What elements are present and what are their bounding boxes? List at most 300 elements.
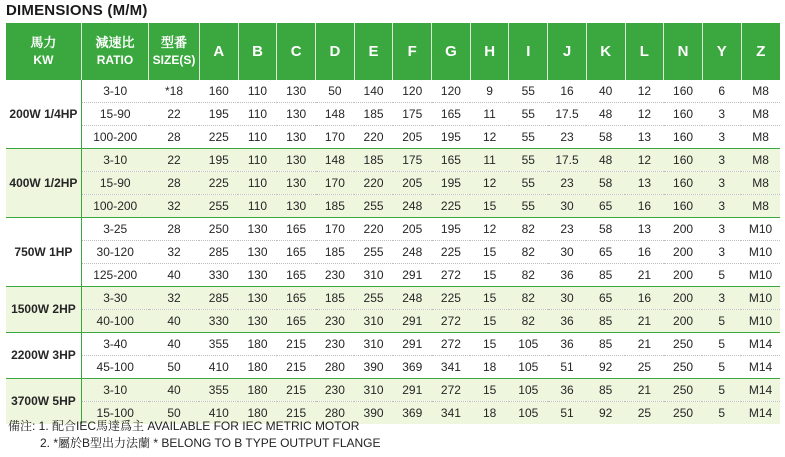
dim-cell-h: 15 [482,268,497,282]
header-col-f: F [393,23,432,80]
dim-cell-i: 82 [509,241,548,264]
ratio-cell: 15-90 [81,103,148,126]
dim-cell-n: 250 [664,333,703,356]
dim-cell-e: 390 [354,402,393,425]
size-cell: 50 [149,402,200,425]
dim-cell-i: 105 [509,379,548,402]
dim-cell-f: 205 [402,130,423,144]
dim-cell-z: M14 [741,402,780,425]
dim-cell-l: 21 [637,268,652,282]
motor-power-label: 3700W 5HP [11,394,76,408]
dim-cell-f: 120 [393,80,432,103]
dim-cell-c: 130 [277,103,316,126]
dim-cell-f: 291 [393,379,432,402]
header-ratio [81,23,148,80]
dim-cell-h: 12 [470,172,509,195]
dim-cell-b: 110 [238,80,277,103]
motor-power-label: 750W 1HP [14,244,73,259]
dim-cell-y: 5 [702,333,741,356]
dim-cell-b: 130 [238,287,277,310]
table-row [6,333,780,356]
header-col-h: H [470,23,509,80]
dim-cell-f: 291 [393,310,432,333]
dim-cell-j: 30 [548,287,587,310]
dim-cell-c: 165 [277,287,316,310]
dim-cell-y: 3 [702,287,741,310]
dim-cell-f: 248 [393,195,432,218]
dim-cell-j: 30 [548,241,587,264]
dim-cell-a: 285 [199,287,238,310]
dim-cell-f: 248 [393,241,432,264]
dim-cell-e: 390 [363,360,384,374]
dim-cell-l: 13 [625,172,664,195]
dim-cell-e: 185 [354,103,393,126]
dim-cell-k: 48 [586,149,625,172]
dim-cell-i: 55 [509,80,548,103]
dim-cell-a: 195 [199,149,238,172]
dim-cell-l: 12 [625,80,664,103]
ratio-cell: 45-100 [96,360,134,374]
dim-cell-n: 200 [673,268,694,282]
dim-cell-h: 15 [470,195,509,218]
dim-cell-a: 410 [208,360,229,374]
dim-cell-y: 3 [702,172,741,195]
ratio-cell: 3-30 [81,287,148,310]
dim-cell-e: 220 [354,218,393,241]
dim-cell-n: 160 [664,103,703,126]
dim-cell-i: 55 [509,103,548,126]
dim-cell-d: 185 [316,241,355,264]
motor-power-label: 1500W 2HP [11,302,76,316]
size-cell: 28 [167,130,181,144]
ratio-cell: 3-10 [81,80,148,103]
dim-cell-a: 355 [199,379,238,402]
header-col-c: C [277,23,316,80]
dim-cell-i: 82 [509,218,548,241]
table-row [6,310,780,333]
motor-power-cell [6,287,81,333]
dim-cell-d: 280 [316,402,355,425]
dim-cell-d: 185 [316,195,355,218]
dim-cell-h: 11 [470,149,509,172]
dim-cell-l: 16 [625,241,664,264]
table-row [6,126,780,149]
dim-cell-e: 310 [363,268,384,282]
dim-cell-h: 11 [470,103,509,126]
table-row [6,80,780,103]
dim-cell-k: 48 [586,103,625,126]
table-row [6,103,780,126]
dim-cell-e: 310 [354,310,393,333]
header-col-d: D [316,23,355,80]
dim-cell-g: 341 [440,360,461,374]
dim-cell-l: 25 [637,360,652,374]
dim-cell-y: 3 [702,149,741,172]
dim-cell-g: 272 [432,333,471,356]
header-col-a: A [199,23,238,80]
size-cell: 32 [149,195,200,218]
dim-cell-l: 21 [625,333,664,356]
dim-cell-b: 180 [238,333,277,356]
dim-cell-z: M10 [741,310,780,333]
size-cell: 22 [149,149,200,172]
note-1: 備注: 1. 配合IEC馬達爲主 AVAILABLE FOR IEC METRIC MOTOR [8,419,360,433]
dim-cell-a: 195 [199,103,238,126]
ratio-cell: 100-200 [81,195,148,218]
dim-cell-k: 65 [586,287,625,310]
dim-cell-z: M8 [752,130,769,144]
motor-power-cell [6,333,81,379]
dim-cell-j: 16 [548,80,587,103]
dim-cell-d: 230 [324,268,345,282]
dim-cell-h: 12 [482,130,497,144]
ratio-cell: 125-200 [93,268,138,282]
dim-cell-c: 130 [286,130,307,144]
dim-cell-e: 140 [354,80,393,103]
dim-cell-d: 148 [316,149,355,172]
dim-cell-a: 330 [199,310,238,333]
size-cell: *18 [149,80,200,103]
dim-cell-c: 130 [277,195,316,218]
dim-cell-i: 82 [509,310,548,333]
dim-cell-a: 160 [199,80,238,103]
size-cell: 28 [149,172,200,195]
dim-cell-c: 165 [277,218,316,241]
dim-cell-g: 225 [432,241,471,264]
dim-cell-h: 15 [470,241,509,264]
dim-cell-e: 220 [354,172,393,195]
dim-cell-j: 23 [548,172,587,195]
dim-cell-e: 310 [354,333,393,356]
motor-power-label: 200W 1/4HP [9,106,78,121]
header-ratio-zh: 減速比 [95,34,135,50]
dim-cell-y: 3 [702,218,741,241]
size-cell: 40 [149,310,200,333]
header-ratio-en: RATIO [96,52,134,67]
header-col-b: B [238,23,277,80]
dim-cell-c: 215 [277,333,316,356]
dim-cell-y: 5 [702,310,741,333]
table-row [6,218,780,241]
dim-cell-e: 255 [354,241,393,264]
header-col-l: L [625,23,664,80]
dim-cell-l: 12 [625,103,664,126]
ratio-cell: 40-100 [81,310,148,333]
dim-cell-i: 105 [518,360,539,374]
dim-cell-z: M10 [748,268,773,282]
dim-cell-j: 51 [560,360,574,374]
ratio-cell: 3-10 [81,149,148,172]
dim-cell-k: 92 [586,402,625,425]
dim-cell-y: 5 [702,379,741,402]
table-body [6,80,780,425]
dim-cell-z: M8 [741,103,780,126]
dim-cell-y: 5 [718,268,726,282]
dim-cell-g: 165 [432,149,471,172]
ratio-cell: 30-120 [81,241,148,264]
dim-cell-d: 148 [316,103,355,126]
dim-cell-k: 58 [599,130,613,144]
dim-cell-d: 170 [324,130,345,144]
dim-cell-j: 17.5 [548,149,587,172]
dim-cell-l: 13 [625,218,664,241]
dim-cell-j: 36 [548,310,587,333]
dim-cell-b: 110 [238,172,277,195]
dim-cell-d: 230 [316,379,355,402]
table-row [6,149,780,172]
header-power-zh: 馬力 [30,34,57,50]
dim-cell-b: 110 [238,195,277,218]
dim-cell-c: 215 [277,379,316,402]
dim-cell-i: 55 [521,130,535,144]
dim-cell-l: 16 [625,195,664,218]
dim-cell-b: 130 [238,241,277,264]
dimensions-table [6,23,780,424]
dim-cell-z: M8 [741,195,780,218]
ratio-cell: 3-40 [81,333,148,356]
dim-cell-e: 255 [354,195,393,218]
header-size-zh: 型番 [161,34,188,50]
dim-cell-b: 130 [238,310,277,333]
dim-cell-c: 130 [277,172,316,195]
dim-cell-a: 225 [199,172,238,195]
dim-cell-c: 165 [277,310,316,333]
dim-cell-z: M8 [741,80,780,103]
ratio-cell: 15-90 [81,172,148,195]
dim-cell-k: 58 [586,218,625,241]
header-col-n: N [664,23,703,80]
header-col-g: G [432,23,471,80]
header-row [6,23,780,80]
dim-cell-f: 369 [393,402,432,425]
dim-cell-y: 6 [702,80,741,103]
dim-cell-b: 130 [238,218,277,241]
notes [8,418,381,452]
dim-cell-e: 220 [363,130,384,144]
dim-cell-d: 280 [324,360,345,374]
dim-cell-b: 110 [238,103,277,126]
dim-cell-g: 120 [432,80,471,103]
dim-cell-j: 51 [548,402,587,425]
dim-cell-g: 225 [432,195,471,218]
dim-cell-b: 180 [238,379,277,402]
dim-cell-k: 85 [599,268,613,282]
dim-cell-n: 160 [673,130,694,144]
dim-cell-n: 160 [664,80,703,103]
dim-cell-g: 272 [440,268,461,282]
dim-cell-j: 36 [548,333,587,356]
dim-cell-g: 195 [432,218,471,241]
dim-cell-c: 165 [277,241,316,264]
dim-cell-y: 5 [702,402,741,425]
dim-cell-i: 55 [509,149,548,172]
dim-cell-k: 92 [599,360,613,374]
dim-cell-l: 25 [625,402,664,425]
dim-cell-b: 180 [238,402,277,425]
dim-cell-l: 13 [637,130,652,144]
dim-cell-d: 185 [316,287,355,310]
dim-cell-g: 195 [440,130,461,144]
dim-cell-z: M8 [741,172,780,195]
dim-cell-j: 36 [548,379,587,402]
header-size [149,23,200,80]
dim-cell-i: 105 [509,402,548,425]
dim-cell-n: 200 [664,310,703,333]
dim-cell-a: 410 [199,402,238,425]
dim-cell-h: 9 [470,80,509,103]
dim-cell-b: 110 [247,130,268,144]
dim-cell-c: 215 [286,360,307,374]
table-row [6,172,780,195]
dim-cell-b: 130 [247,268,268,282]
table-row [6,264,780,287]
ratio-cell: 15-100 [81,402,148,425]
dim-cell-c: 130 [277,80,316,103]
dim-cell-j: 36 [560,268,574,282]
dim-cell-f: 291 [402,268,423,282]
dim-cell-l: 12 [625,149,664,172]
dim-cell-e: 310 [354,379,393,402]
dim-cell-f: 205 [393,218,432,241]
dim-cell-i: 82 [509,287,548,310]
dim-cell-n: 200 [664,287,703,310]
dim-cell-h: 15 [470,379,509,402]
dim-cell-k: 85 [586,379,625,402]
header-col-j: J [548,23,587,80]
dim-cell-c: 130 [277,149,316,172]
header-col-y: Y [702,23,741,80]
dim-cell-e: 255 [354,287,393,310]
dim-cell-k: 58 [586,172,625,195]
dim-cell-z: M14 [748,360,773,374]
dim-cell-k: 40 [586,80,625,103]
dim-cell-g: 272 [432,310,471,333]
dim-cell-h: 15 [470,333,509,356]
dim-cell-n: 200 [664,241,703,264]
dim-cell-z: M14 [741,379,780,402]
dim-cell-g: 165 [432,103,471,126]
dim-cell-z: M10 [741,218,780,241]
dim-cell-k: 85 [586,333,625,356]
dim-cell-n: 200 [664,218,703,241]
dim-cell-y: 3 [718,130,726,144]
dim-cell-e: 185 [354,149,393,172]
table-row [6,379,780,402]
size-cell: 40 [149,379,200,402]
ratio-cell: 100-200 [93,130,138,144]
dim-cell-f: 205 [393,172,432,195]
table-row [6,287,780,310]
motor-power-label: 2200W 3HP [11,348,76,362]
dim-cell-d: 170 [316,218,355,241]
dim-cell-g: 341 [432,402,471,425]
motor-power-label: 400W 1/2HP [9,175,78,190]
header-col-k: K [586,23,625,80]
dim-cell-d: 170 [316,172,355,195]
dim-cell-j: 23 [548,218,587,241]
header-power-en: KW [33,52,54,67]
dim-cell-n: 160 [664,149,703,172]
dim-cell-z: M8 [741,149,780,172]
dim-cell-c: 215 [277,402,316,425]
dim-cell-a: 255 [199,195,238,218]
dim-cell-h: 12 [470,218,509,241]
dim-cell-z: M14 [741,333,780,356]
dim-cell-f: 248 [393,287,432,310]
motor-power-cell [6,149,81,218]
dim-cell-y: 3 [702,241,741,264]
dim-cell-g: 272 [432,379,471,402]
dim-cell-j: 23 [560,130,574,144]
dim-cell-i: 105 [509,333,548,356]
table-row [6,195,780,218]
size-cell: 50 [167,360,181,374]
dim-cell-a: 285 [199,241,238,264]
dim-cell-h: 15 [470,310,509,333]
table-row [6,241,780,264]
dim-cell-n: 250 [664,402,703,425]
dim-cell-j: 17.5 [548,103,587,126]
table-row [6,356,780,379]
size-cell: 28 [149,218,200,241]
dim-cell-n: 250 [664,379,703,402]
size-cell: 22 [149,103,200,126]
ratio-cell: 3-25 [81,218,148,241]
size-cell: 40 [149,333,200,356]
dim-cell-f: 291 [393,333,432,356]
dim-cell-z: M10 [741,287,780,310]
motor-power-cell [6,218,81,287]
dim-cell-d: 50 [316,80,355,103]
dim-cell-j: 30 [548,195,587,218]
dim-cell-f: 175 [393,103,432,126]
dim-cell-y: 3 [702,195,741,218]
dim-cell-a: 250 [199,218,238,241]
dim-cell-n: 250 [673,360,694,374]
dim-cell-k: 65 [586,241,625,264]
note-2: 2. *屬於B型出力法蘭 * BELONG TO B TYPE OUTPUT FLANGE [40,436,381,450]
dim-cell-k: 65 [586,195,625,218]
dim-cell-l: 21 [625,310,664,333]
dim-cell-f: 175 [393,149,432,172]
dim-cell-g: 225 [432,287,471,310]
header-power [6,23,81,80]
size-cell: 32 [149,287,200,310]
dim-cell-l: 16 [625,287,664,310]
dim-cell-k: 85 [586,310,625,333]
header-col-e: E [354,23,393,80]
dim-cell-h: 18 [470,402,509,425]
dim-cell-d: 230 [316,333,355,356]
dim-cell-b: 180 [247,360,268,374]
dim-cell-y: 5 [718,360,726,374]
dim-cell-f: 369 [402,360,423,374]
dim-cell-i: 55 [509,195,548,218]
page-title: DIMENSIONS (M/M) [6,2,148,19]
dim-cell-i: 55 [509,172,548,195]
dim-cell-g: 195 [432,172,471,195]
dim-cell-n: 160 [664,172,703,195]
dim-cell-y: 3 [702,103,741,126]
dim-cell-d: 230 [316,310,355,333]
dim-cell-n: 160 [664,195,703,218]
size-cell: 32 [149,241,200,264]
dim-cell-a: 330 [208,268,229,282]
dim-cell-i: 82 [521,268,535,282]
motor-power-cell [6,80,81,149]
ratio-cell: 3-10 [81,379,148,402]
dim-cell-l: 21 [625,379,664,402]
